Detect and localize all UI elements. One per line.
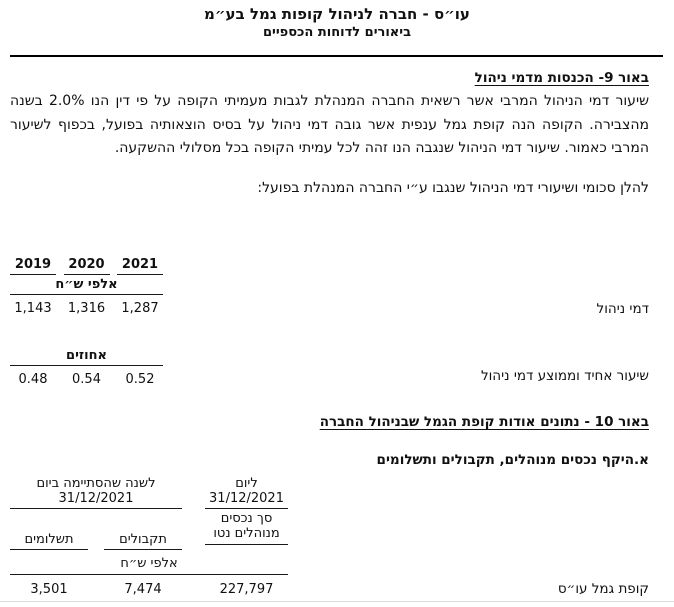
net-assets-column [205,476,288,545]
header-divider [10,55,663,57]
fees-table-year-header-row [10,257,163,275]
percent-row-label: שיעור אחיד וממוצע דמי ניהול [480,368,649,384]
note10-subheading: א.היקף נכסים מנוהלים, תקבולים ותשלומים [376,452,649,468]
note10-heading: באור 10 - נתונים אודות קופת הגמל שבניהול החברה [319,414,649,430]
company-title: עו״ס - חברה לניהול קופות גמל בע״מ [204,5,470,23]
year-column-header: 2020 [64,257,110,275]
net-assets-value-cell: 227,797 [219,582,274,597]
fees-percent-cell: 0.48 [18,372,48,387]
fees-table [10,257,163,316]
receipts-column-header: תקבולים [104,532,182,550]
fees-row-label: דמי ניהול [596,301,649,317]
report-subtitle: ביאורים לדוחות הכספיים [262,25,412,40]
note9-heading: באור 9- הכנסות מדמי ניהול [474,70,649,86]
period-header-date: 31/12/2021 [10,491,182,509]
page-bottom-divider [0,601,674,602]
asof-header-date: 31/12/2021 [205,491,288,509]
net-assets-header-line1: סך נכסים [220,511,273,526]
fund-values-row [10,575,288,597]
fees-percent-row [10,366,163,387]
note9-paragraph: שיעור דמי הניהול המרבי אשר רשאית החברה המנהלת לגבות מעמיתי הקופה על פי דין הנו 2.0% בשנה מהצבירה. הקופה הנה קופת גמל ענפית אשר גובה דמי ניהול על בסיס הוצאותיה בפועל, בכפוף לשיעור המרבי כאמור. שיעור דמי הניהול שנגבה הנו זהה לכל עמיתי הקופה בכל מסלולי ההשקעה. [10,93,649,156]
period-column-group [10,476,182,550]
assets-table-unit-header: אלפי ש״ח [10,556,288,575]
receipts-value-cell: 7,474 [124,582,162,597]
assets-table [10,476,288,597]
fees-percent-cell: 0.54 [72,372,101,387]
fees-percent-table [10,346,163,387]
fund-row-label: קופת גמל עו״ס [557,581,649,597]
year-column-header: 2019 [10,257,56,275]
fees-amount-cell: 1,316 [67,301,106,316]
percent-unit-header: אחוזים [10,348,163,366]
year-column-header: 2021 [117,257,163,275]
fees-table-unit-header: אלפי ש״ח [10,277,163,295]
payments-column-header: תשלומים [10,532,88,550]
fees-amounts-row [10,295,163,316]
fees-percent-cell: 0.52 [125,372,155,387]
fees-amount-cell: 1,287 [121,301,159,316]
period-values-group [10,582,182,597]
period-subcolumns [10,532,182,550]
assets-table-header [10,476,288,550]
net-assets-header-line2: מנוהלים נטו [205,526,288,545]
asof-header-line1: ליום [235,476,258,491]
fees-amount-cell: 1,143 [14,301,52,316]
period-header-line1: לשנה שהסתיימה ביום [36,476,156,491]
note9-lead-in: להלן סכומי ושיעורי דמי הניהול שנגבו ע״י החברה המנהלת בפועל: [257,180,649,196]
payments-value-cell: 3,501 [30,582,68,597]
